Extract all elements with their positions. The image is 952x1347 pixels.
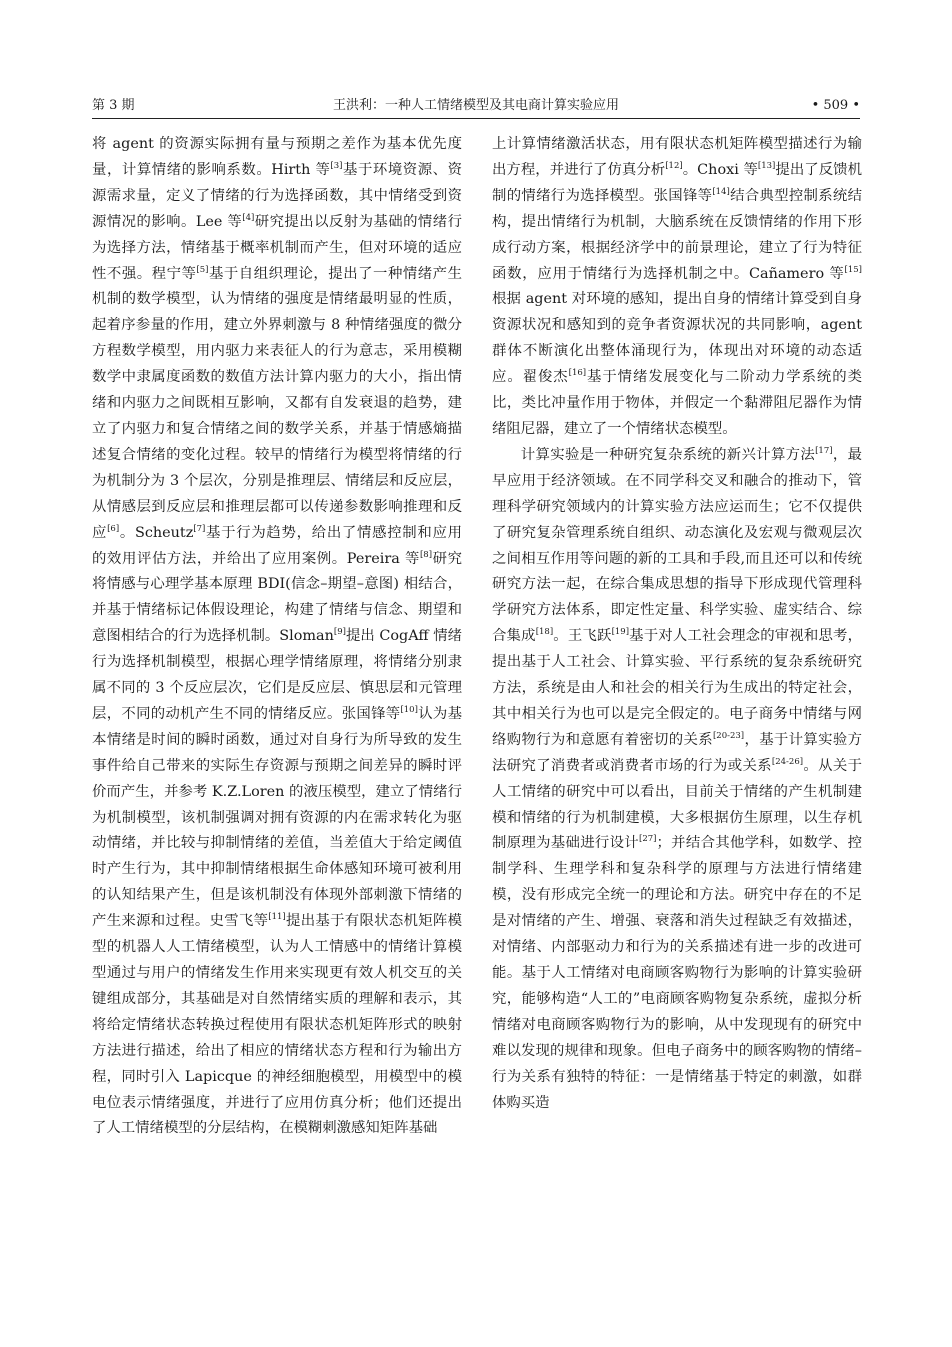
text-run: 。Choxi 等 <box>682 161 758 178</box>
text-run: 。从关于人工情绪的研究中可以看出，目前关于情绪的产生机制建模和情绪的行为机制建模，大多根据仿生原理，以生存机制原理为基础进行设计 <box>492 757 862 852</box>
citation-17: [17] <box>815 446 833 457</box>
citation-14: [14] <box>712 187 730 198</box>
right-column <box>492 132 862 1116</box>
text-run: 研究提出以反射为基础的情绪行为选择方法，情绪基于概率机制而产生，但对环境的适应性不强。程宁等 <box>92 213 462 282</box>
text-run: ，最早应用于经济领域。在不同学科交叉和融合的推动下，管理科学研究领域内的计算实验方法应运而生；它不仅提供了研究复杂管理系统自组织、动态演化及宏观与微观层次之间相互作用等问题的新的工具和手段,而且还可以和传统研究方法一起，在综合集成思想的指导下形成现代管理科学研究方法体系，即定性定量、科学实验、虚实结合、综合集成 <box>492 446 862 645</box>
citation-10: [10] <box>400 705 418 716</box>
text-run: 。Scheutz <box>119 524 194 541</box>
text-run: 基于对人工社会理念的审视和思考，提出基于人工社会、计算实验、平行系统的复杂系统研究方法，系统是由人和社会的相关行为生成出的特定社会，其中相关行为也可以是完全假定的。电子商务中情绪与网络购物行为和意愿有着密切的关系 <box>492 628 862 748</box>
text-run: 研究将情感与心理学基本原理 BDI(信念–期望–意图) 相结合，并基于情绪标记体假设理论，构建了情绪与信念、期望和意图相结合的行为选择机制。Sloman <box>92 550 462 645</box>
text-run: 上计算情绪激活状态，用有限状态机矩阵模型描述行为输出方程，并进行了仿真分析 <box>492 136 862 178</box>
text-run: 结合典型控制系统结构，提出情绪行为机制，大脑系统在反馈情绪的作用下形成行动方案，根据经济学中的前景理论，建立了行为特征函数，应用于情绪行为选择机制之中。Cañamero 等 <box>492 187 862 282</box>
citation-16: [16] <box>568 368 587 379</box>
citation-4: [4] <box>242 212 255 223</box>
citation-24-26: [24-26] <box>771 756 804 767</box>
page-number: • 509 • <box>811 98 860 113</box>
running-title: 王洪利：一种人工情绪模型及其电商计算实验应用 <box>332 98 619 113</box>
citation-11: [11] <box>268 912 286 923</box>
citation-3: [3] <box>330 161 343 172</box>
paragraph <box>492 132 862 443</box>
text-run: 提出了反馈机制的情绪行为选择模型。张国锋等 <box>492 161 862 204</box>
text-run: 计算实验是一种研究复杂系统的新兴计算方法 <box>520 446 816 463</box>
citation-8: [8] <box>419 549 433 560</box>
text-run: 认为基本情绪是时间的瞬时函数，通过对自身行为所导致的发生事件给自己带来的实际生存资源与预期之间差异的瞬时评价而产生，并参考 K.Z.Loren 的液压模型，建立了情绪行为机制模型，该机制强调对拥有资源的内在需求转化为驱动情绪，并比较与抑制情绪的差值，当差值大于给定阈值时产生行为，其中抑制情绪根据生命体感知环境可被利用的认知结果产生，但是该机制没有体现外部刺激下情绪的产生来源和过程。史雪飞等 <box>92 705 462 930</box>
citation-5: [5] <box>196 264 209 275</box>
citation-13: [13] <box>757 161 776 172</box>
text-run: ，基于计算实验方法研究了消费者或消费者市场的行为或关系 <box>492 731 862 774</box>
text-run: 提出基于有限状态机矩阵模型的机器人人工情绪模型，认为人工情感中的情绪计算模型通过与用户的情绪发生作用来实现更有效人机交互的关键组成部分，其基础是对自然情绪实质的理解和表示，其将给定情绪状态转换过程使用有限状态机矩阵形式的映射方法进行描述，给出了相应的情绪状态方程和行为输出方程，同时引入 Lapicque 的神经细胞模型，用模型中的模电位表示情绪强度，并进行了应用仿真分析；他们还提出了人工情绪模型的分层结构，在模糊刺激感知矩阵基础 <box>92 913 462 1137</box>
paragraph <box>492 443 862 1117</box>
text-run: 基于自组织理论，提出了一种情绪产生机制的数学模型，认为情绪的强度是情绪最明显的性质，起着序参量的作用，建立外界刺激与 8 种情绪强度的微分方程数学模型，用内驱力来表征人的行为意志，采用模糊数学中隶属度函数的数值方法计算内驱力的大小，指出情绪和内驱力之间既相互影响，又都有自发衰退的趋势，建立了内驱力和复合情绪之间的数学关系，并基于情感熵描述复合情绪的变化过程。较早的情绪行为模型将情绪的行为机制分为 3 个层次，分别是推理层、情绪层和反应层，从情感层到反应层和推理层都可以传递参数影响推理和反应 <box>92 265 462 541</box>
text-run: ；并结合其他学科，如数学、控制学科、生理学科和复杂科学的原理与方法进行情绪建模，没有形成完全统一的理论和方法。研究中存在的不足是对情绪的产生、增强、衰落和消失过程缺乏有效描述，对情绪、内部驱动力和行为的关系描述有进一步的改进可能。基于人工情绪对电商顾客购物行为影响的计算实验研究，能够构造“人工的”电商顾客购物复杂系统，虚拟分析情绪对电商顾客购物行为的影响，从中发现现有的研究中难以发现的规律和现象。但电子商务中的顾客购物的情绪–行为关系有独特的特征：一是情绪基于特定的刺激，如群体购买造 <box>492 835 862 1111</box>
left-column <box>92 132 462 1142</box>
citation-19: [19] <box>611 627 630 638</box>
text-run: 基于环境资源、资源需求量，定义了情绪的行为选择函数，其中情绪受到资源情况的影响。Lee 等 <box>92 161 462 230</box>
paragraph <box>92 132 462 1142</box>
citation-6: [6] <box>107 523 120 534</box>
issue-number: 第 3 期 <box>92 98 135 113</box>
citation-7: [7] <box>193 523 206 534</box>
citation-27: [27] <box>639 834 657 845</box>
text-run: 将 agent 的资源实际拥有量与预期之差作为基本优先度量，计算情绪的影响系数。Hirth 等 <box>92 136 462 178</box>
citation-9: [9] <box>333 627 346 638</box>
text-run: 。王飞跃 <box>553 628 612 645</box>
text-run: 根据 agent 对环境的感知，提出自身的情绪计算受到自身资源状况和感知到的竞争者资源状况的共同影响，agent 群体不断演化出整体涌现行为，体现出对环境的动态适应。翟俊杰 <box>492 291 862 386</box>
citation-18: [18] <box>535 627 554 638</box>
text-run: 提出 CogAff 情绪行为选择机制模型，根据心理学情绪原理，将情绪分别隶属不同的 3 个反应层次，它们是反应层、慎思层和元管理层，不同的动机产生不同的情绪反应。张国锋等 <box>92 628 462 722</box>
header-rule <box>92 118 860 119</box>
citation-20-23: [20-23] <box>712 731 745 742</box>
text-run: 基于情绪发展变化与二阶动力学系统的类比，类比冲量作用于物体，并假定一个黏滞阻尼器作为情绪阻尼器，建立了一个情绪状态模型。 <box>492 369 862 437</box>
text-run: 基于行为趋势，给出了情感控制和应用的效用评估方法，并给出了应用案例。Pereira 等 <box>92 524 462 567</box>
citation-12: [12] <box>665 161 683 172</box>
citation-15: [15] <box>844 264 862 275</box>
running-header <box>92 96 860 116</box>
